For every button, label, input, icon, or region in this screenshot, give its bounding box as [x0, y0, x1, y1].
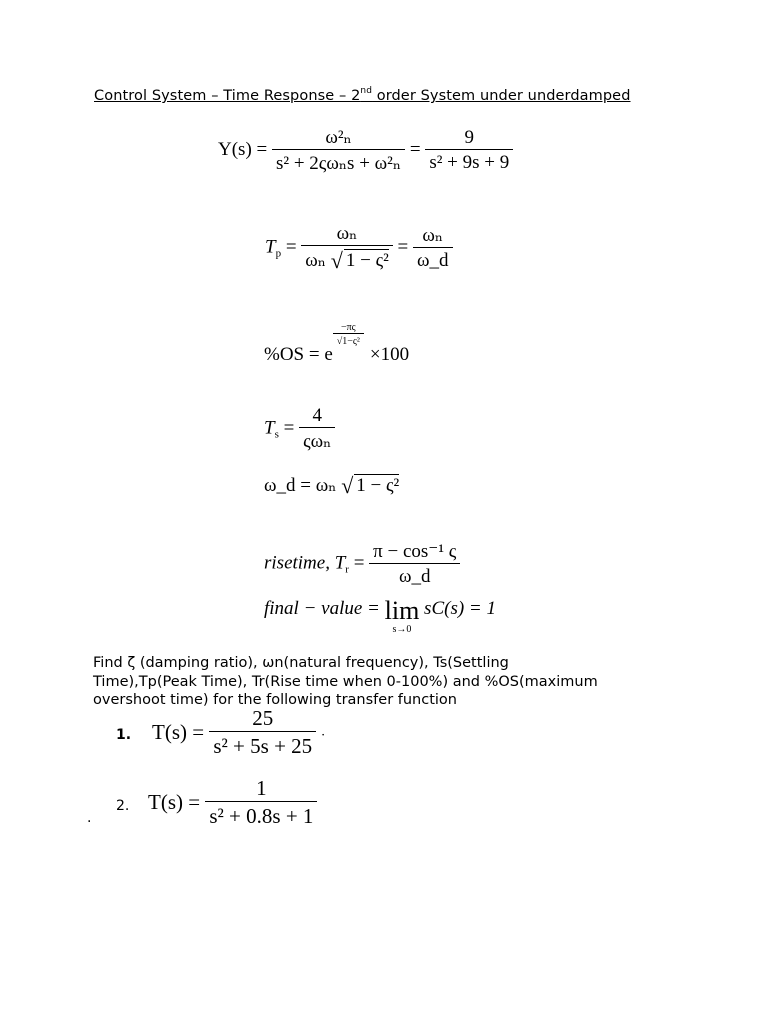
problem-1-equation — [152, 706, 325, 759]
sqrt-icon: √ — [330, 248, 343, 273]
fraction-denominator — [301, 245, 393, 274]
eq-lhs: risetime, T — [264, 552, 346, 574]
equals-sign: = — [285, 236, 297, 258]
fraction-denominator: s² + 9s + 9 — [425, 149, 513, 174]
fraction-numerator: 9 — [464, 127, 475, 148]
limit-label: lim — [384, 596, 420, 625]
eq-lhs-subscript: r — [345, 563, 349, 576]
fraction-problem-2 — [205, 776, 317, 829]
fraction-peak — [301, 222, 393, 274]
equation-peak-time — [265, 222, 453, 274]
limit-subscript: s→0 — [392, 624, 412, 635]
fraction-numerator: ω²ₙ — [325, 127, 352, 148]
problem-2-equation — [148, 776, 317, 829]
fraction-denominator: ςωₙ — [299, 427, 335, 453]
fraction-settling — [299, 405, 335, 453]
equals-sign: = — [353, 552, 365, 574]
title-superscript: nd — [360, 86, 373, 96]
equals-sign: = — [283, 417, 295, 439]
equation-overshoot — [264, 322, 409, 366]
eq-lhs: ω_d = ωₙ — [264, 475, 337, 496]
problem-line: Find ζ (damping ratio), ωn(natural frequency), Ts(Settling — [93, 655, 509, 671]
equation-final-value — [264, 598, 496, 635]
fraction-numerator: 25 — [252, 706, 274, 730]
fraction-denominator: s² + 5s + 25 — [209, 731, 316, 759]
eq-lhs: T(s) = — [152, 720, 205, 744]
eq-rhs: sC(s) = 1 — [424, 598, 496, 619]
trailing-dot: . — [321, 724, 325, 740]
equation-transfer-function — [218, 126, 513, 175]
eq-lhs: T — [265, 236, 276, 258]
exponent-fraction — [333, 322, 364, 347]
equation-damped-frequency — [264, 473, 399, 499]
equation-rise-time — [264, 540, 460, 588]
eq-lhs: T — [264, 417, 275, 439]
fraction-peak-simplified — [413, 224, 453, 272]
eq-lhs: Y(s) = — [218, 138, 268, 160]
fraction-denominator: s² + 0.8s + 1 — [205, 801, 317, 829]
fraction-numerator: 1 — [256, 776, 267, 800]
fraction-denominator: s² + 2ςωₙs + ω²ₙ — [272, 149, 405, 175]
eq-lhs: T(s) = — [148, 790, 201, 814]
eq-lhs: final − value = — [264, 598, 380, 619]
page-title — [94, 88, 631, 104]
limit-operator — [385, 598, 420, 635]
radicand: 1 − ς² — [345, 250, 389, 271]
problem-number: 2. — [116, 798, 130, 814]
problem-statement — [93, 654, 653, 710]
fraction-general — [272, 126, 405, 175]
fraction-denominator: ω_d — [369, 563, 460, 588]
equals-sign: = — [397, 236, 409, 258]
fraction-numerator: ωₙ — [336, 223, 358, 244]
problem-line: overshoot time) for the following transfer function — [93, 692, 457, 708]
equation-settling-time — [264, 405, 335, 453]
leading-dot: . — [87, 810, 92, 826]
equals-sign: = — [409, 138, 421, 160]
eq-lhs-subscript: s — [274, 428, 279, 441]
problem-number: 1. — [116, 727, 132, 743]
fraction-problem-1 — [209, 706, 316, 759]
fraction-rise — [369, 540, 460, 588]
radicand: 1 − ς² — [356, 475, 400, 496]
title-text-rest: order System under underdamped — [372, 88, 631, 104]
sqrt-icon: √ — [341, 473, 354, 498]
fraction-denominator: ω_d — [413, 247, 453, 272]
den-omega-n: ωₙ — [305, 250, 327, 271]
eq-rhs: ×100 — [369, 344, 410, 365]
eq-lhs: %OS = e — [264, 344, 333, 365]
fraction-numerator: π − cos⁻¹ ς — [373, 541, 457, 562]
fraction-numerator: ωₙ — [422, 225, 444, 246]
fraction-numerator: 4 — [312, 405, 322, 426]
fraction-numeric — [425, 127, 513, 174]
title-text: Control System – Time Response – 2 — [94, 88, 361, 104]
exponent-denominator: √1−ς² — [333, 333, 364, 347]
problem-line: Time),Tp(Peak Time), Tr(Rise time when 0-100%) and %OS(maximum — [93, 673, 598, 690]
eq-lhs-subscript: p — [275, 247, 282, 260]
exponent-numerator: −πς — [340, 322, 356, 333]
